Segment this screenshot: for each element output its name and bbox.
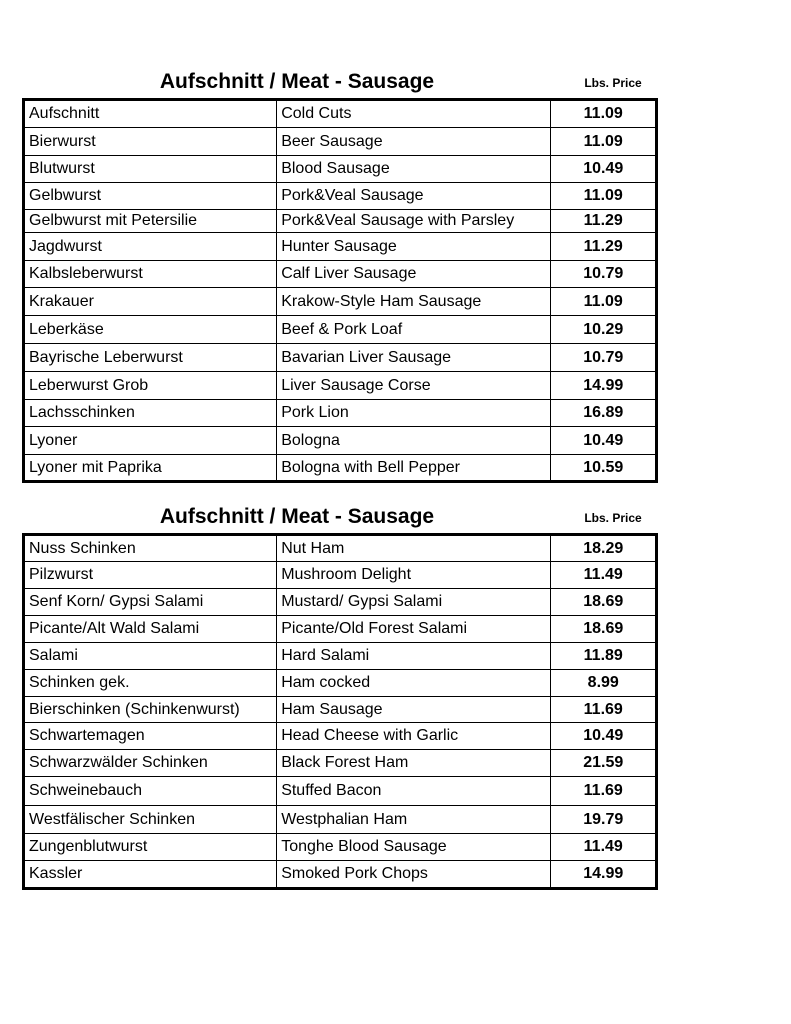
english-name-cell: Pork Lion (277, 400, 551, 427)
english-name-cell: Westphalian Ham (277, 806, 551, 834)
english-name-cell: Blood Sausage (277, 156, 551, 183)
price-cell: 11.69 (551, 777, 657, 806)
english-name-cell: Ham Sausage (277, 697, 551, 723)
price-cell: 16.89 (551, 400, 657, 427)
german-name-cell: Schwartemagen (24, 723, 277, 750)
english-name-cell: Hunter Sausage (277, 233, 551, 261)
price-cell: 11.09 (551, 128, 657, 156)
german-name-cell: Gelbwurst mit Petersilie (24, 210, 277, 233)
german-name-cell: Jagdwurst (24, 233, 277, 261)
english-name-cell: Stuffed Bacon (277, 777, 551, 806)
german-name-cell: Bayrische Leberwurst (24, 344, 277, 372)
table-row (24, 400, 657, 427)
table-row (24, 806, 657, 834)
section-title: Aufschnitt / Meat - Sausage (159, 70, 435, 93)
table-row (24, 670, 657, 697)
english-name-cell: Bologna (277, 427, 551, 455)
german-name-cell: Senf Korn/ Gypsi Salami (24, 589, 277, 616)
price-table-1 (22, 98, 658, 483)
german-name-cell: Westfälischer Schinken (24, 806, 277, 834)
table-row (24, 427, 657, 455)
price-cell: 10.29 (551, 316, 657, 344)
english-name-cell: Smoked Pork Chops (277, 861, 551, 889)
section-title: Aufschnitt / Meat - Sausage (159, 505, 435, 528)
price-cell: 11.09 (551, 183, 657, 210)
german-name-cell: Leberwurst Grob (24, 372, 277, 400)
english-name-cell: Mushroom Delight (277, 562, 551, 589)
price-cell: 11.49 (551, 562, 657, 589)
table-row (24, 183, 657, 210)
german-name-cell: Picante/Alt Wald Salami (24, 616, 277, 643)
english-name-cell: Cold Cuts (277, 100, 551, 128)
price-cell: 11.09 (551, 100, 657, 128)
price-cell: 19.79 (551, 806, 657, 834)
german-name-cell: Schwarzwälder Schinken (24, 750, 277, 777)
english-name-cell: Bavarian Liver Sausage (277, 344, 551, 372)
column-heading-lbs-price: Lbs. Price (584, 76, 642, 90)
english-name-cell: Ham cocked (277, 670, 551, 697)
price-cell: 10.79 (551, 344, 657, 372)
table-row (24, 834, 657, 861)
table-row (24, 455, 657, 482)
table-row (24, 562, 657, 589)
english-name-cell: Beer Sausage (277, 128, 551, 156)
price-cell: 21.59 (551, 750, 657, 777)
table-row (24, 372, 657, 400)
price-table-2 (22, 533, 658, 890)
price-cell: 14.99 (551, 861, 657, 889)
english-name-cell: Calf Liver Sausage (277, 261, 551, 288)
price-cell: 11.29 (551, 233, 657, 261)
german-name-cell: Bierwurst (24, 128, 277, 156)
german-name-cell: Krakauer (24, 288, 277, 316)
german-name-cell: Blutwurst (24, 156, 277, 183)
price-cell: 10.59 (551, 455, 657, 482)
column-heading-lbs-price: Lbs. Price (584, 511, 642, 525)
german-name-cell: Kalbsleberwurst (24, 261, 277, 288)
english-name-cell: Pork&Veal Sausage with Parsley (277, 210, 551, 233)
english-name-cell: Liver Sausage Corse (277, 372, 551, 400)
german-name-cell: Schweinebauch (24, 777, 277, 806)
table-row (24, 156, 657, 183)
english-name-cell: Black Forest Ham (277, 750, 551, 777)
table-row (24, 643, 657, 670)
german-name-cell: Nuss Schinken (24, 535, 277, 562)
german-name-cell: Zungenblutwurst (24, 834, 277, 861)
table-row (24, 750, 657, 777)
english-name-cell: Krakow-Style Ham Sausage (277, 288, 551, 316)
table-row (24, 861, 657, 889)
price-cell: 18.69 (551, 616, 657, 643)
price-cell: 14.99 (551, 372, 657, 400)
price-cell: 11.49 (551, 834, 657, 861)
german-name-cell: Lyoner (24, 427, 277, 455)
german-name-cell: Lachsschinken (24, 400, 277, 427)
price-cell: 11.09 (551, 288, 657, 316)
table-row (24, 535, 657, 562)
table-row (24, 589, 657, 616)
price-cell: 10.49 (551, 723, 657, 750)
english-name-cell: Beef & Pork Loaf (277, 316, 551, 344)
german-name-cell: Lyoner mit Paprika (24, 455, 277, 482)
english-name-cell: Head Cheese with Garlic (277, 723, 551, 750)
table-row (24, 210, 657, 233)
table-row (24, 128, 657, 156)
english-name-cell: Bologna with Bell Pepper (277, 455, 551, 482)
table-row (24, 344, 657, 372)
price-cell: 10.79 (551, 261, 657, 288)
german-name-cell: Schinken gek. (24, 670, 277, 697)
english-name-cell: Hard Salami (277, 643, 551, 670)
english-name-cell: Picante/Old Forest Salami (277, 616, 551, 643)
table-row (24, 261, 657, 288)
price-cell: 18.29 (551, 535, 657, 562)
german-name-cell: Kassler (24, 861, 277, 889)
table-row (24, 777, 657, 806)
table-row (24, 233, 657, 261)
table-row (24, 616, 657, 643)
price-cell: 8.99 (551, 670, 657, 697)
english-name-cell: Nut Ham (277, 535, 551, 562)
table-row (24, 723, 657, 750)
english-name-cell: Pork&Veal Sausage (277, 183, 551, 210)
price-cell: 11.89 (551, 643, 657, 670)
german-name-cell: Pilzwurst (24, 562, 277, 589)
german-name-cell: Leberkäse (24, 316, 277, 344)
price-cell: 10.49 (551, 156, 657, 183)
price-cell: 10.49 (551, 427, 657, 455)
german-name-cell: Bierschinken (Schinkenwurst) (24, 697, 277, 723)
german-name-cell: Gelbwurst (24, 183, 277, 210)
table-row (24, 288, 657, 316)
table-row (24, 697, 657, 723)
english-name-cell: Tonghe Blood Sausage (277, 834, 551, 861)
price-cell: 11.29 (551, 210, 657, 233)
english-name-cell: Mustard/ Gypsi Salami (277, 589, 551, 616)
price-cell: 18.69 (551, 589, 657, 616)
table-row (24, 316, 657, 344)
german-name-cell: Salami (24, 643, 277, 670)
table-row (24, 100, 657, 128)
price-cell: 11.69 (551, 697, 657, 723)
german-name-cell: Aufschnitt (24, 100, 277, 128)
